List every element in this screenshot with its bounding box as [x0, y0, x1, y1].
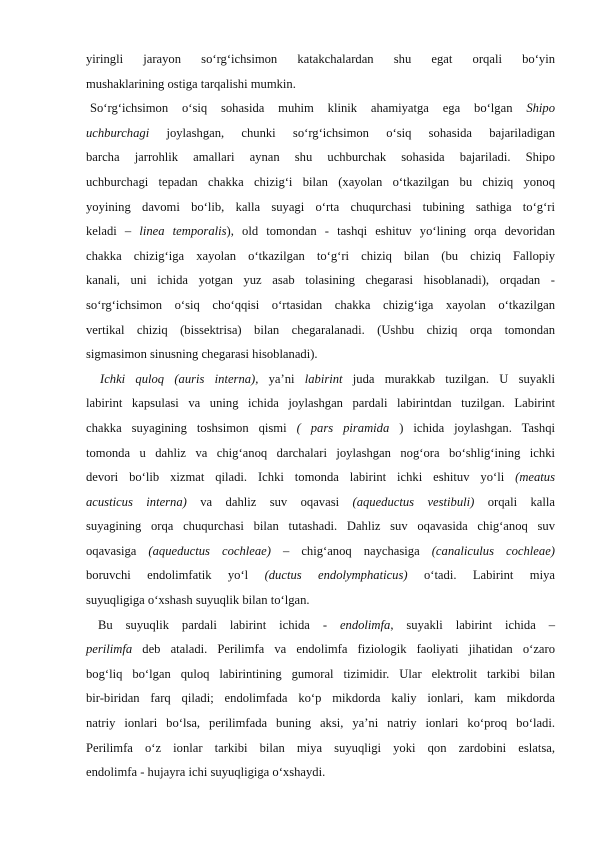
text-run: o‘tadi. Labirint miya	[407, 568, 555, 583]
text-run: yiringli jarayon so‘rg‘ichsimon katakchalardan shu egat orqali bo‘yin	[86, 52, 555, 66]
text-line	[86, 170, 555, 195]
text-line	[86, 760, 555, 785]
text-run: bog‘liq bo‘lgan quloq labirintining gumoral tizimidir. Ular elektrolit tarkibi bilan	[86, 666, 555, 681]
text-run: sigmasimon sinusning chegarasi hisoblanadi).	[86, 347, 318, 362]
text-line	[86, 121, 555, 146]
text-run: keladi –	[86, 224, 140, 239]
text-line	[86, 391, 555, 416]
text-line	[86, 96, 555, 121]
italic-term: (aqueductus cochleae)	[148, 543, 271, 558]
italic-term: (ductus endolymphaticus)	[264, 568, 408, 583]
text-line	[86, 244, 555, 269]
text-line	[86, 416, 555, 441]
text-run: kanali, uni ichida yotgan yuz asab tolasining chegarasi hisoblanadi), orqadan -	[86, 273, 555, 288]
text-line	[86, 736, 555, 761]
italic-term: uchburchagi	[86, 125, 150, 140]
italic-term: linea temporalis	[139, 224, 227, 239]
italic-term: labirint	[304, 371, 343, 386]
text-run: joylashgan, chunki so‘rg‘ichsimon o‘siq sohasida bajariladigan	[149, 125, 555, 140]
text-line	[86, 195, 555, 220]
text-run: chakka chizig‘iga xayolan o‘tkazilgan to‘g‘ri chiziq bilan (bu chiziq Fallopiy	[86, 248, 555, 263]
text-line	[86, 637, 555, 662]
text-line	[86, 539, 555, 564]
text-run: endolimfa - hujayra ichi suyuqligiga o‘xshaydi.	[86, 765, 326, 780]
text-run: devori bo‘lib xizmat qiladi. Ichki tomonda labirint ichki eshituv yo‘li	[86, 470, 516, 485]
text-run: So‘rg‘ichsimon o‘siq sohasida muhim klinik ahamiyatga ega bo‘lgan	[90, 101, 527, 116]
paragraph-p2	[86, 96, 555, 367]
italic-term: (meatus	[515, 470, 555, 485]
text-run: ya’ni	[258, 371, 305, 386]
text-line	[86, 47, 555, 72]
italic-term: (canaliculus cochleae)	[431, 543, 555, 558]
text-run: natriy ionlari bo‘lsa, perilimfada buning aksi, ya’ni natriy ionlari ko‘proq bo‘ladi.	[86, 716, 555, 731]
text-line	[86, 465, 555, 490]
text-run: boruvchi endolimfatik yo‘l	[86, 568, 265, 583]
text-line	[86, 490, 555, 515]
text-run: suyagining orqa chuqurchasi bilan tutashadi. Dahliz suv oqavasida chig‘anoq suv	[86, 519, 555, 534]
text-run: ) ichida joylashgan. Tashqi	[399, 420, 555, 435]
text-line	[86, 711, 555, 736]
text-line	[86, 145, 555, 170]
text-line	[86, 367, 555, 392]
text-line	[86, 293, 555, 318]
text-run: juda murakkab tuzilgan. U suyakli	[342, 371, 555, 386]
text-line	[86, 588, 555, 613]
text-run: bir-biridan farq qiladi; endolimfada ko‘p mikdorda kaliy ionlari, kam mikdorda	[86, 691, 555, 706]
text-line	[86, 219, 555, 244]
paragraph-p3	[86, 367, 555, 613]
italic-term: ( pars piramida	[296, 420, 400, 435]
text-run: – chig‘anoq naychasiga	[270, 543, 432, 558]
text-run: oqavasiga	[86, 543, 149, 558]
italic-term: Shipo	[526, 101, 555, 116]
text-run: suyuqligiga o‘xshash suyuqlik bilan to‘lgan.	[86, 593, 310, 608]
text-line	[86, 268, 555, 293]
text-run: so‘rg‘ichsimon o‘siq cho‘qqisi o‘rtasidan chakka chizig‘iga xayolan o‘tkazilgan	[86, 297, 555, 312]
italic-term: perilimfa	[86, 642, 133, 657]
document-page	[86, 47, 555, 785]
text-run: yoyining davomi bo‘lib, kalla suyagi o‘rta chuqurchasi tubining sathiga to‘g‘ri	[86, 199, 555, 214]
text-line	[86, 662, 555, 687]
text-run: tomonda u dahliz va chig‘anoq darchalari joylashgan nog‘ora bo‘shlig‘ining ichki	[86, 445, 555, 460]
text-run: mushaklarining ostiga tarqalishi mumkin.	[86, 76, 296, 91]
text-run: va dahliz suv oqavasi	[186, 494, 353, 509]
text-run: vertikal chiziq (bissektrisa) bilan chegaralanadi. (Ushbu chiziq orqa tomondan	[86, 322, 555, 337]
text-line	[86, 563, 555, 588]
text-line	[86, 318, 555, 343]
text-line	[86, 686, 555, 711]
text-line	[86, 613, 555, 638]
text-run: , suyakli labirint ichida –	[390, 617, 556, 632]
italic-term: acusticus interna)	[86, 494, 187, 509]
text-line	[86, 441, 555, 466]
text-run: deb ataladi. Perilimfa va endolimfa fiziologik faoliyati jihatidan o‘zaro	[132, 642, 555, 657]
text-run: uchburchagi tepadan chakka chizig‘i bilan (xayolan o‘tkazilgan bu chiziq yonoq	[86, 174, 555, 189]
text-run: labirint kapsulasi va uning ichida joylashgan pardali labirintdan tuzilgan. Labirint	[86, 396, 555, 411]
text-run: barcha jarrohlik amallari aynan shu uchburchak sohasida bajariladi. Shipo	[86, 150, 555, 165]
text-line	[86, 342, 555, 367]
paragraph-p1	[86, 47, 555, 96]
text-run: orqali kalla	[474, 494, 555, 509]
paragraph-p4	[86, 613, 555, 785]
text-run: ), old tomondan - tashqi eshituv yo‘lining orqa devoridan	[226, 224, 555, 239]
text-run: Perilimfa o‘z ionlar tarkibi bilan miya suyuqligi yoki qon zardobini eslatsa,	[86, 740, 555, 755]
text-line	[86, 514, 555, 539]
text-run: Bu suyuqlik pardali labirint ichida -	[98, 617, 340, 632]
italic-term: endolimfa	[339, 617, 391, 632]
text-run: chakka suyagining toshsimon qismi	[86, 420, 297, 435]
text-line	[86, 72, 555, 97]
italic-term: Ichki quloq (auris interna),	[100, 371, 259, 386]
italic-term: (aqueductus vestibuli)	[352, 494, 475, 509]
